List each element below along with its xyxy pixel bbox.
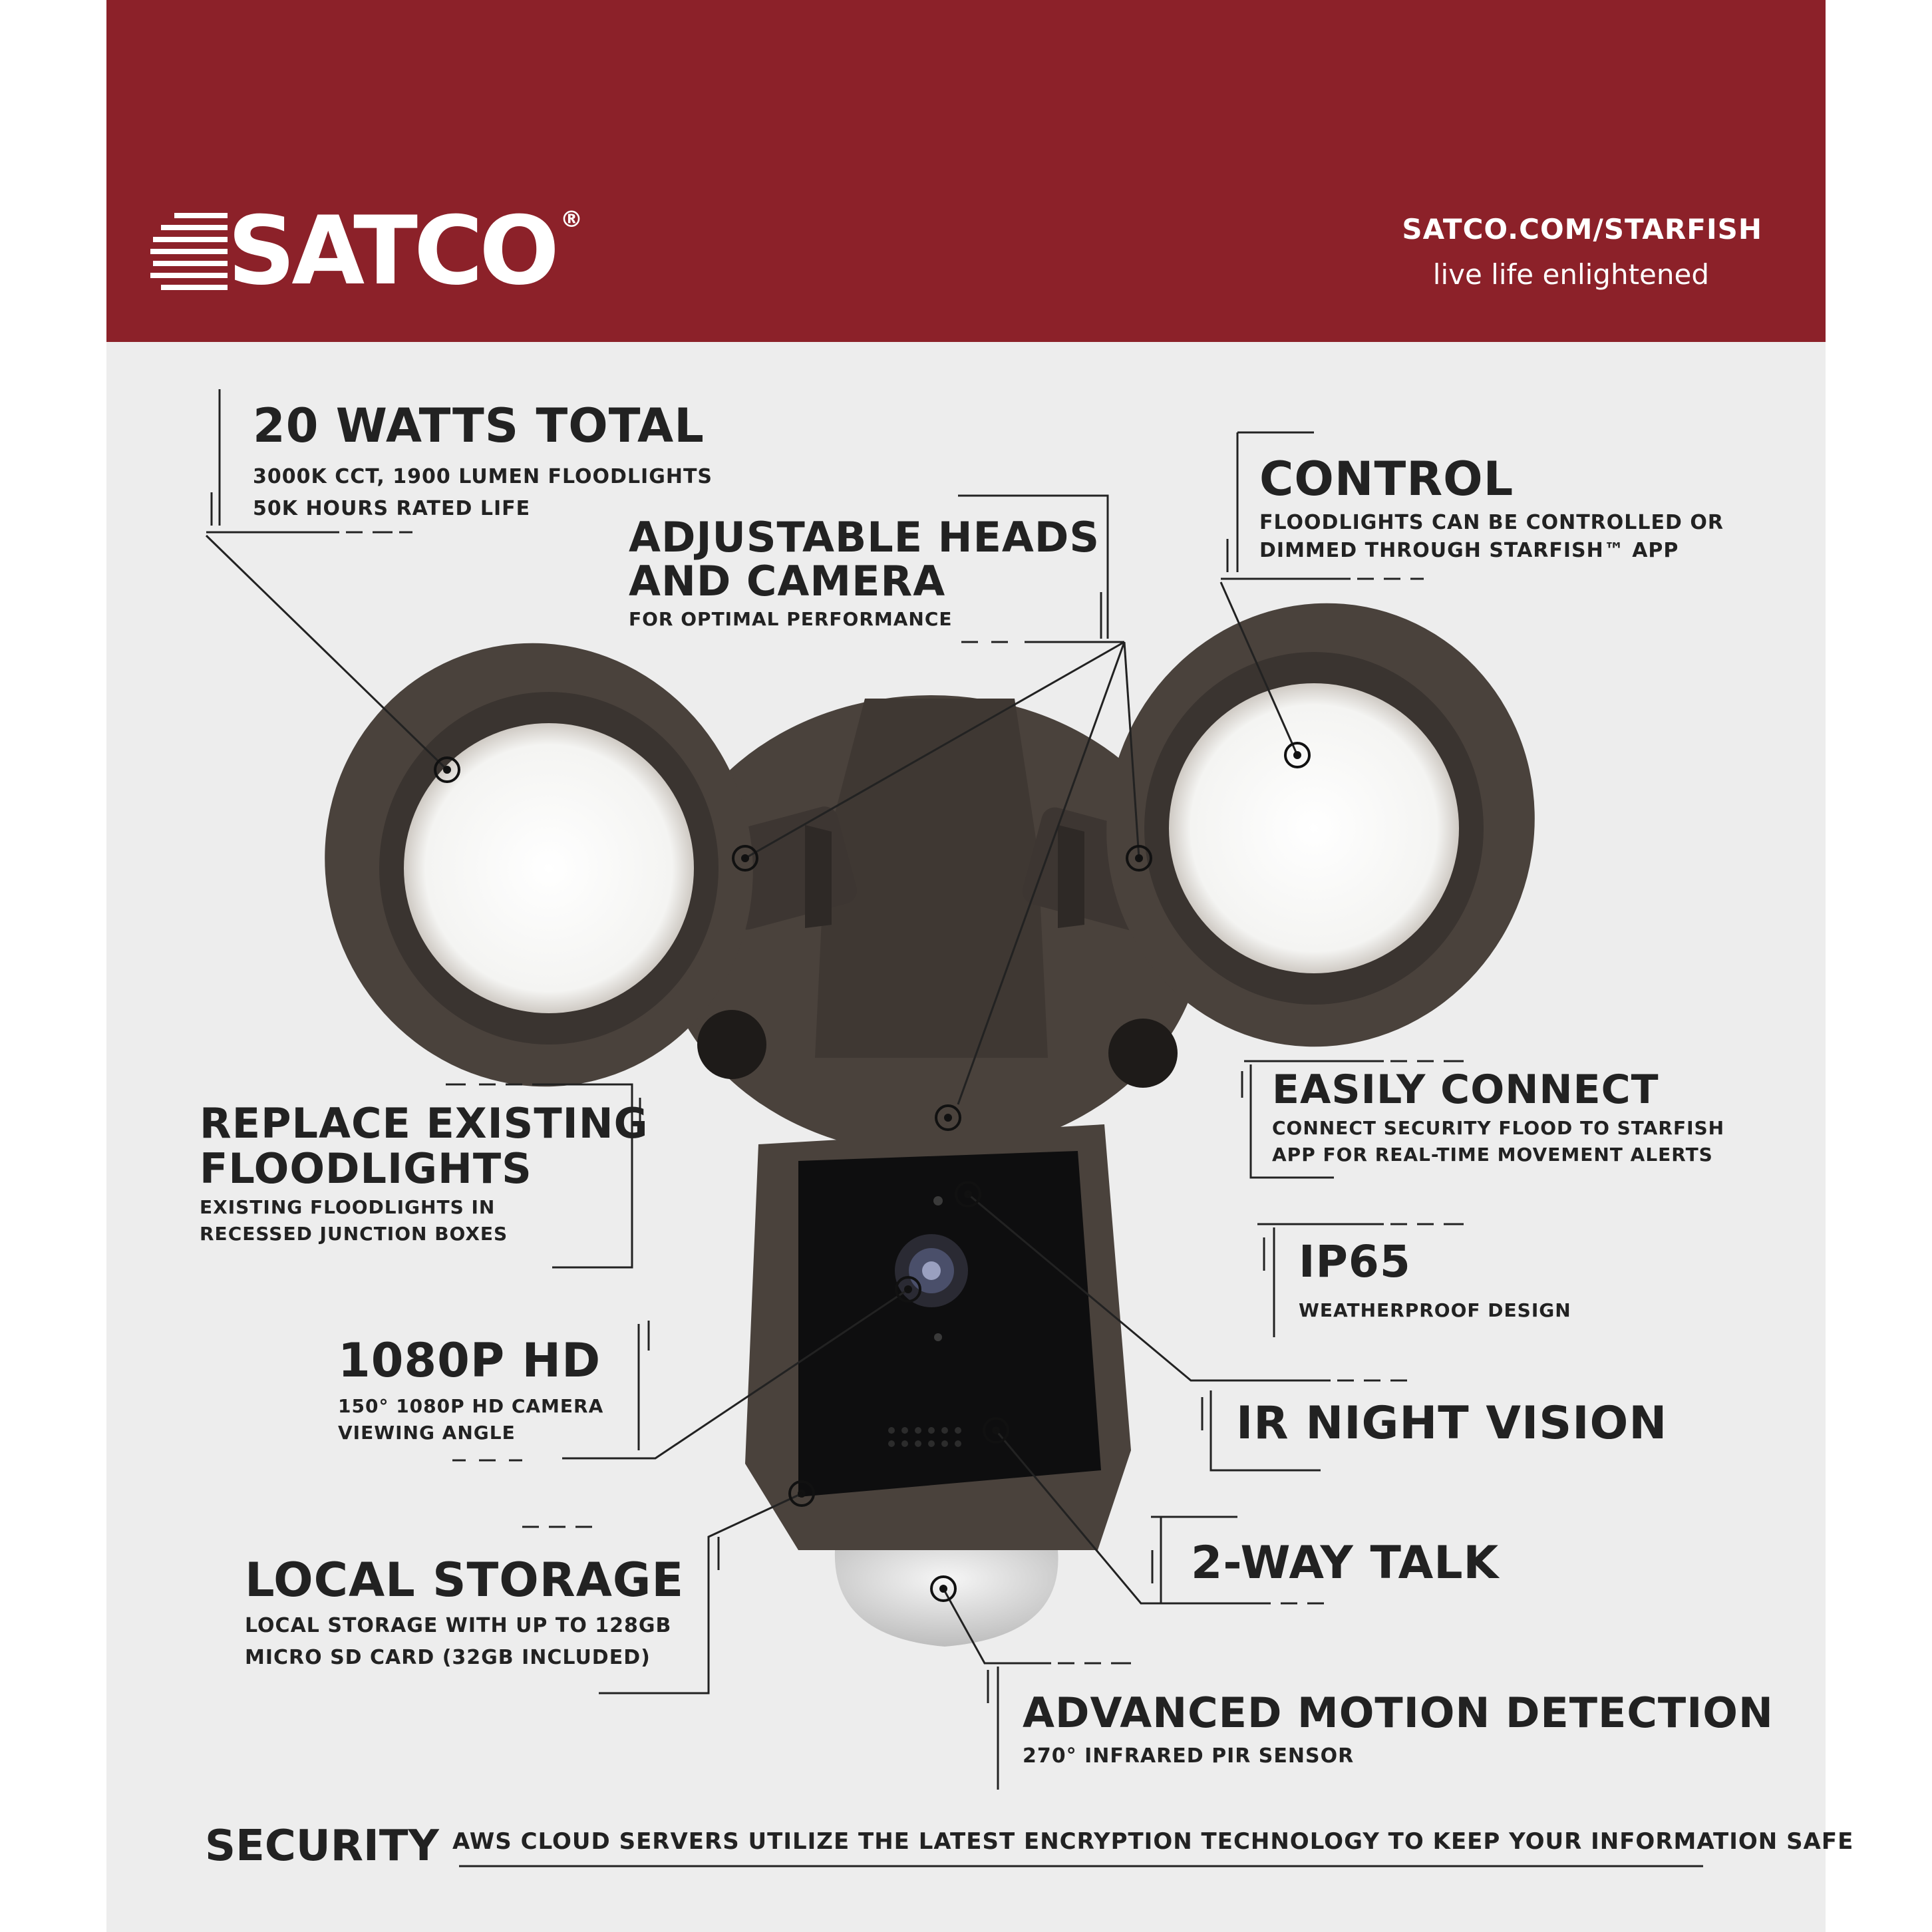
feature-title: ADVANCED MOTION DETECTION — [1023, 1689, 1774, 1737]
feature-replace — [200, 1101, 648, 1247]
feature-line: VIEWING ANGLE — [338, 1422, 516, 1444]
feature-title: 2-WAY TALK — [1191, 1537, 1500, 1589]
logo-wordmark: SATCO — [228, 196, 556, 306]
website-url[interactable]: SATCO.COM/STARFISH — [1402, 213, 1762, 245]
feature-ir — [1236, 1397, 1668, 1450]
feature-line: 50K HOURS RATED LIFE — [253, 497, 531, 520]
feature-line: LOCAL STORAGE WITH UP TO 128GB — [245, 1614, 672, 1637]
feature-adjustable — [629, 513, 1100, 633]
feature-line: FOR OPTIMAL PERFORMANCE — [629, 608, 953, 630]
feature-talk — [1191, 1537, 1500, 1589]
feature-watts — [253, 399, 713, 525]
feature-line: 270° INFRARED PIR SENSOR — [1023, 1744, 1355, 1768]
feature-title: REPLACE EXISTING — [200, 1099, 649, 1148]
feature-line: 150° 1080P HD CAMERA — [338, 1395, 604, 1417]
feature-title: IP65 — [1299, 1236, 1411, 1287]
feature-title: AND CAMERA — [629, 557, 946, 605]
feature-line: APP FOR REAL-TIME MOVEMENT ALERTS — [1272, 1144, 1713, 1166]
feature-line: EXISTING FLOODLIGHTS IN — [200, 1196, 496, 1218]
feature-title: 1080P HD — [338, 1333, 601, 1388]
feature-line: WEATHERPROOF DESIGN — [1299, 1299, 1571, 1321]
registered-mark: ® — [560, 206, 583, 233]
camera-body — [745, 1124, 1131, 1550]
feature-line: MICRO SD CARD (32GB INCLUDED) — [245, 1646, 651, 1669]
feature-motion — [1023, 1690, 1774, 1772]
feature-connect — [1272, 1068, 1724, 1168]
feature-title: 20 WATTS TOTAL — [253, 399, 705, 453]
feature-line: DIMMED THROUGH STARFISH™ APP — [1259, 539, 1679, 562]
feature-line: RECESSED JUNCTION BOXES — [200, 1223, 508, 1245]
feature-control — [1259, 452, 1724, 565]
security-title: SECURITY — [205, 1822, 439, 1871]
tagline: live life enlightened — [1432, 258, 1709, 291]
feature-title: IR NIGHT VISION — [1236, 1397, 1668, 1450]
feature-ip65 — [1299, 1236, 1571, 1324]
pir-sensor — [835, 1550, 1058, 1647]
feature-line: 3000K CCT, 1900 LUMEN FLOODLIGHTS — [253, 465, 713, 488]
feature-title: ADJUSTABLE HEADS — [629, 513, 1100, 562]
feature-line: CONNECT SECURITY FLOOD TO STARFISH — [1272, 1117, 1725, 1139]
security-text: AWS CLOUD SERVERS UTILIZE THE LATEST ENCRYPTION TECHNOLOGY TO KEEP YOUR INFORMATION SAFE — [452, 1828, 1854, 1855]
feature-storage — [245, 1553, 685, 1674]
feature-title: FLOODLIGHTS — [200, 1144, 532, 1193]
feature-title: EASILY CONNECT — [1272, 1066, 1659, 1113]
feature-title: LOCAL STORAGE — [245, 1553, 685, 1607]
feature-hd — [338, 1333, 604, 1446]
feature-title: CONTROL — [1259, 452, 1514, 506]
feature-line: FLOODLIGHTS CAN BE CONTROLLED OR — [1259, 511, 1724, 534]
